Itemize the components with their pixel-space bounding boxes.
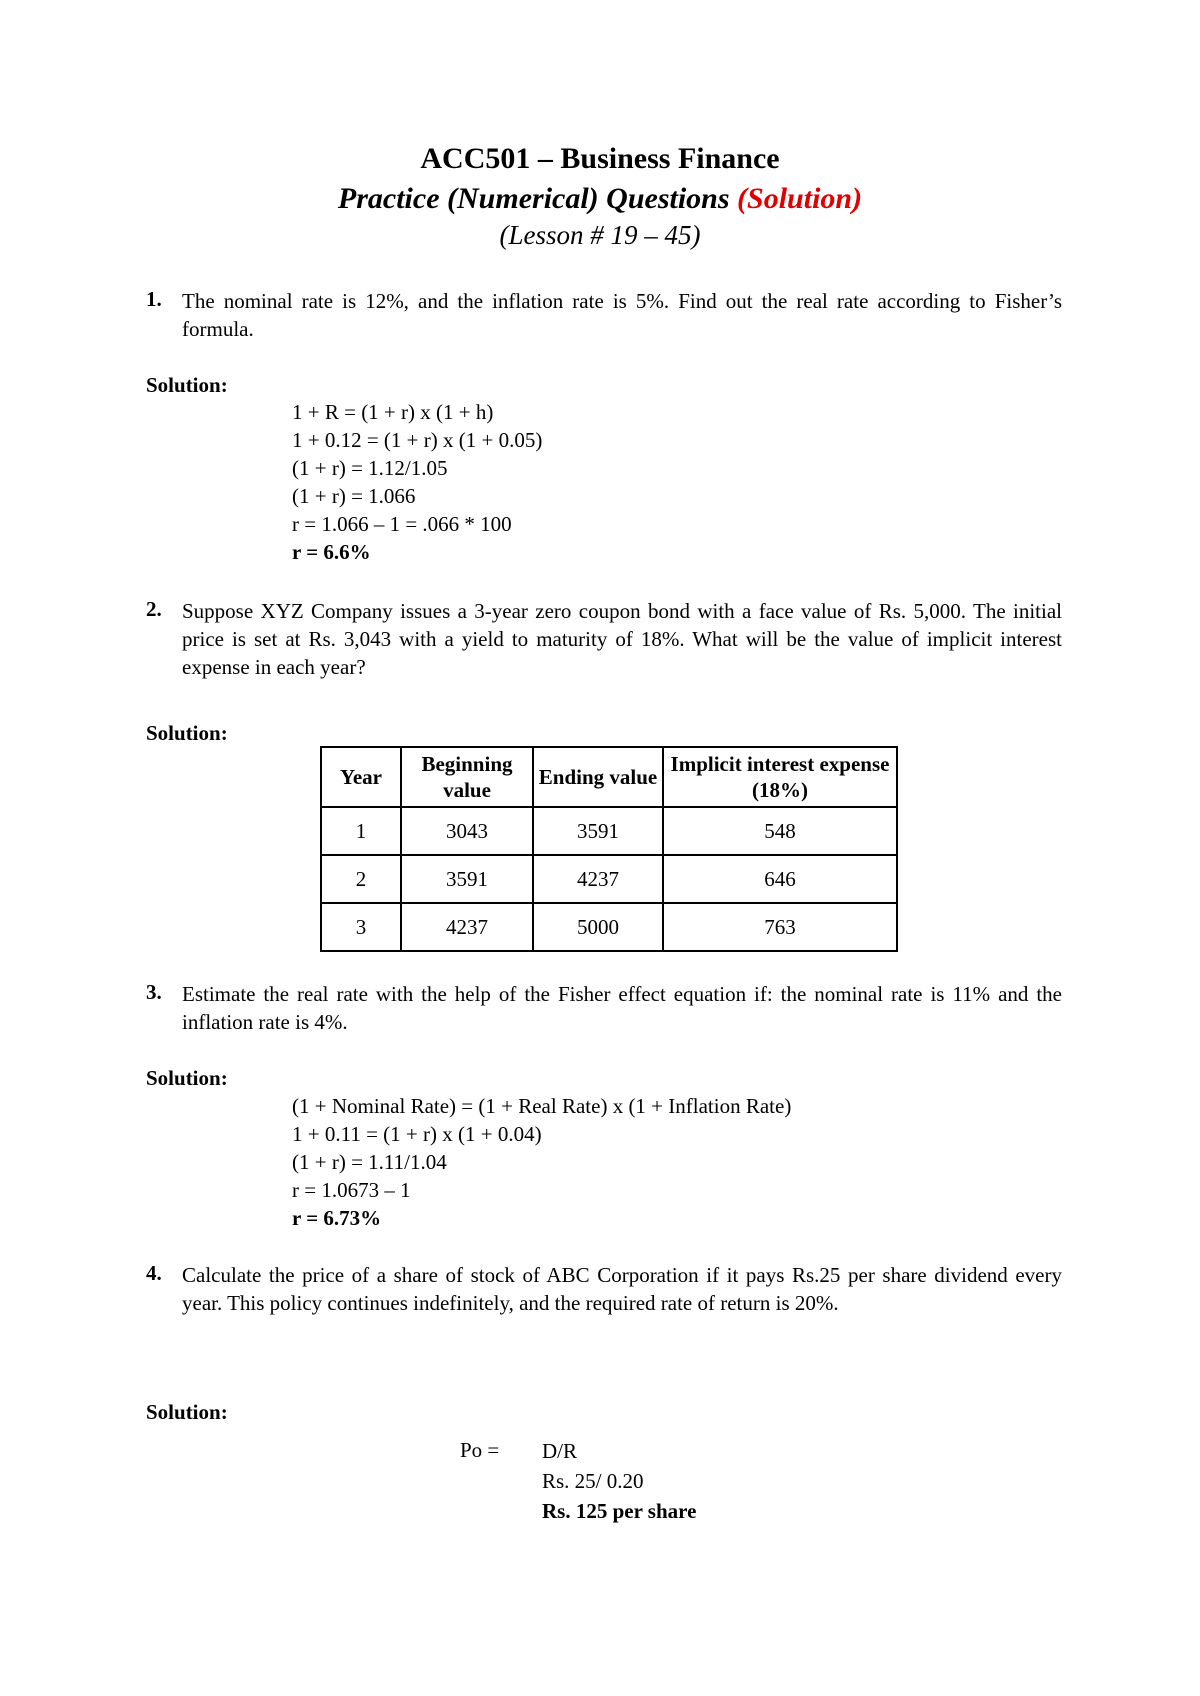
q1-solution-label: Solution: [146, 373, 228, 397]
q4-step: D/R [542, 1439, 578, 1463]
q3-text: Estimate the real rate with the help of the Fisher effect equation if: the nominal rate is 11% and the inflation rate is 4%. [182, 982, 1062, 1034]
q1-step: r = 1.066 – 1 = .066 * 100 [292, 512, 512, 536]
col-header-interest: Implicit interest expense (18%) [663, 747, 897, 807]
cell-interest: 646 [663, 855, 897, 903]
q1-text: The nominal rate is 12%, and the inflation rate is 5%. Find out the real rate according to Fisher’s formula. [182, 289, 1062, 341]
q3-step: r = 1.0673 – 1 [292, 1178, 411, 1202]
q4-number: 4. [146, 1261, 162, 1285]
cell-ending: 5000 [533, 903, 663, 951]
q1-step: (1 + r) = 1.066 [292, 484, 416, 508]
cell-year: 3 [321, 903, 401, 951]
document-subtitle [0, 182, 1200, 216]
q4-solution-label: Solution: [146, 1400, 228, 1424]
cell-year: 2 [321, 855, 401, 903]
q2-text: Suppose XYZ Company issues a 3-year zero coupon bond with a face value of Rs. 5,000. The initial price is set at Rs. 3,043 with a yield to maturity of 18%. What will be the value of implicit interest expense in each year? [182, 599, 1062, 679]
col-header-year: Year [321, 747, 401, 807]
q2-solution-label: Solution: [146, 721, 228, 745]
q2-number: 2. [146, 597, 162, 621]
table-row [321, 807, 897, 855]
q3-step: (1 + Nominal Rate) = (1 + Real Rate) x (1 + Inflation Rate) [292, 1094, 792, 1118]
q4-text: Calculate the price of a share of stock of ABC Corporation if it pays Rs.25 per share dividend every year. This policy continues indefinitely, and the required rate of return is 20%. [182, 1263, 1062, 1315]
cell-ending: 3591 [533, 807, 663, 855]
q4-step: Rs. 25/ 0.20 [542, 1469, 644, 1493]
q3-step: 1 + 0.11 = (1 + r) x (1 + 0.04) [292, 1122, 542, 1146]
q3-number: 3. [146, 980, 162, 1004]
table-header-row [321, 747, 897, 807]
bond-interest-table [320, 746, 898, 952]
cell-beginning: 3591 [401, 855, 533, 903]
subtitle-main: Practice (Numerical) Questions [337, 182, 730, 215]
q1-number: 1. [146, 287, 162, 311]
col-header-ending: Ending value [533, 747, 663, 807]
subtitle-solution-tag: (Solution) [737, 182, 863, 215]
q1-answer: r = 6.6% [292, 540, 371, 564]
cell-interest: 763 [663, 903, 897, 951]
cell-beginning: 4237 [401, 903, 533, 951]
q4-formula-lhs: Po = [460, 1438, 500, 1462]
q4-answer: Rs. 125 per share [542, 1499, 697, 1523]
col-header-beginning: Beginning value [401, 747, 533, 807]
cell-ending: 4237 [533, 855, 663, 903]
q3-solution-steps [292, 1092, 791, 1232]
q1-step: 1 + R = (1 + r) x (1 + h) [292, 400, 494, 424]
q1-step: (1 + r) = 1.12/1.05 [292, 456, 448, 480]
q1-step: 1 + 0.12 = (1 + r) x (1 + 0.05) [292, 428, 543, 452]
q1-solution-steps [292, 398, 542, 566]
table-row [321, 903, 897, 951]
q3-step: (1 + r) = 1.11/1.04 [292, 1150, 447, 1174]
q3-solution-label: Solution: [146, 1066, 228, 1090]
q4-solution-steps [542, 1436, 696, 1526]
q3-answer: r = 6.73% [292, 1206, 382, 1230]
cell-beginning: 3043 [401, 807, 533, 855]
cell-year: 1 [321, 807, 401, 855]
table-row [321, 855, 897, 903]
document-title: ACC501 – Business Finance [420, 142, 780, 175]
lesson-range: (Lesson # 19 – 45) [499, 220, 701, 250]
cell-interest: 548 [663, 807, 897, 855]
